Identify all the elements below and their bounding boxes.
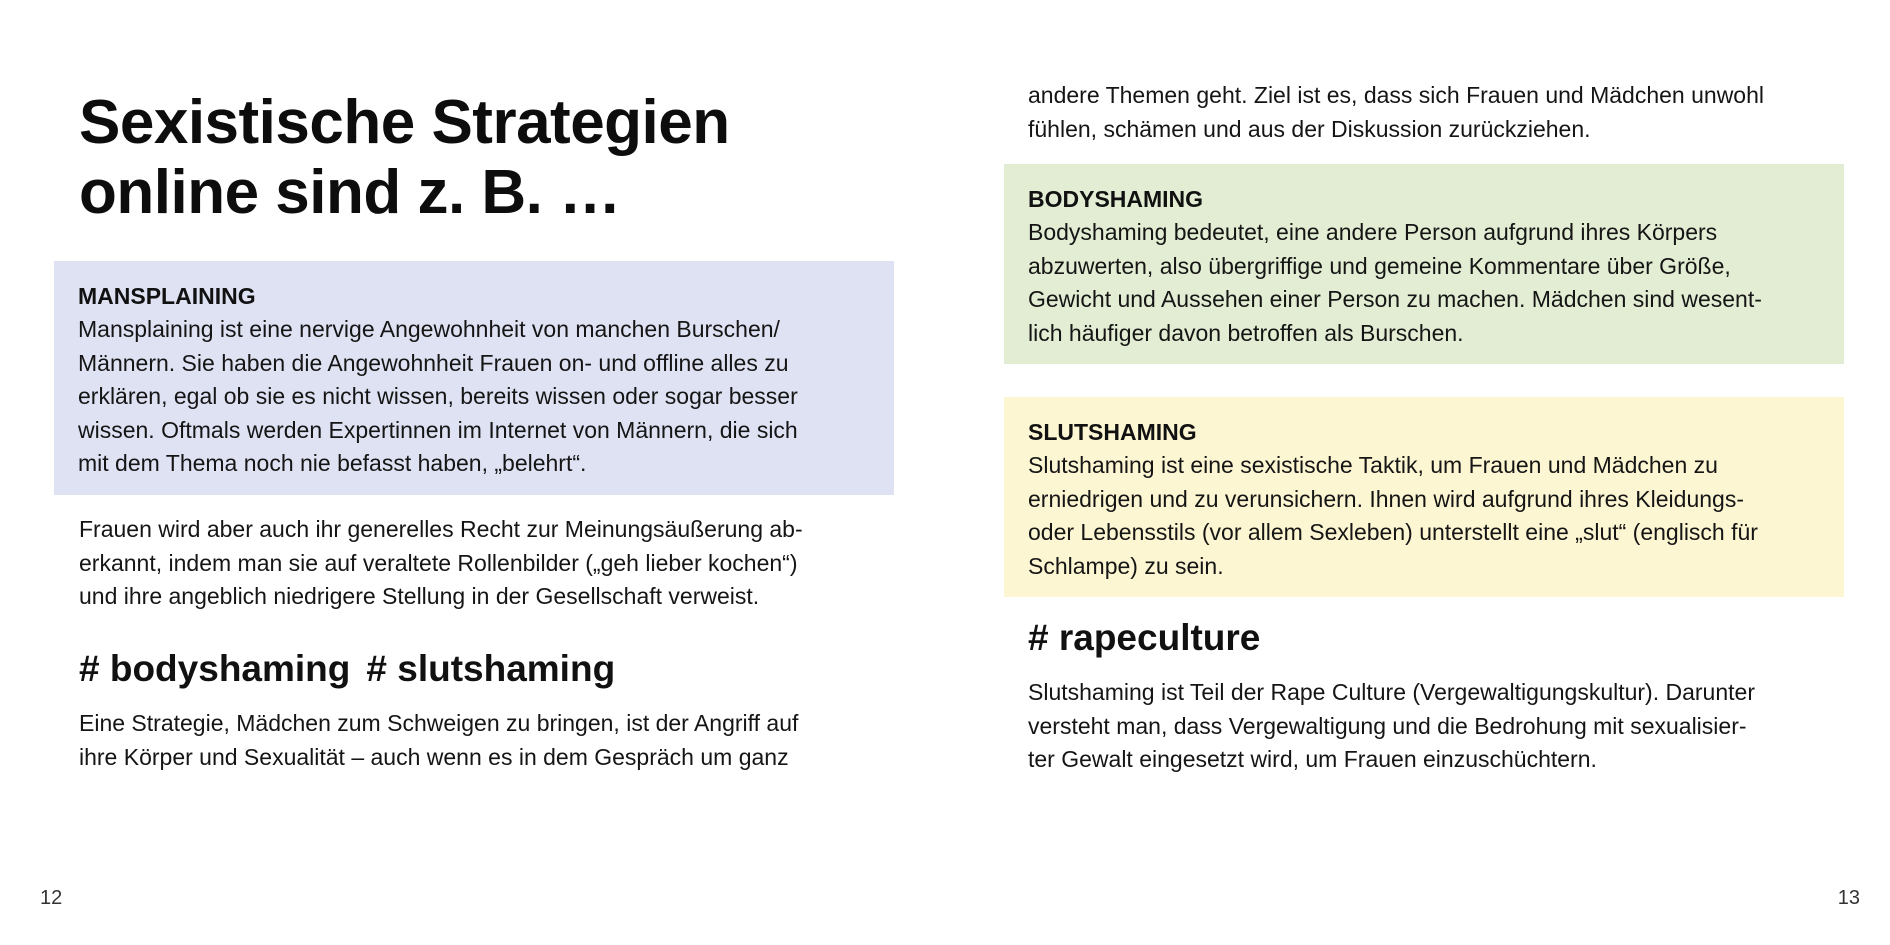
text-line: abzuwerten, also übergriffige und gemeine Kommentare über Größe, [1028, 252, 1731, 279]
hashtag-rapeculture: # rapeculture [1028, 617, 1261, 658]
text-line: Mansplaining ist eine nervige Angewohnheit von manchen Burschen/ [78, 316, 780, 342]
text-line: lich häufiger davon betroffen als Burschen. [1028, 319, 1464, 346]
hashtag-slutshaming: # slutshaming [366, 648, 616, 689]
mansplaining-box [54, 261, 894, 495]
text-line: oder Lebensstils (vor allem Sexleben) unterstellt eine „slut“ (englisch für [1028, 519, 1758, 545]
text-line: und ihre angeblich niedrigere Stellung in der Gesellschaft verweist. [79, 583, 760, 609]
slutshaming-text [1028, 449, 1820, 583]
text-line: ter Gewalt eingesetzt wird, um Frauen einzuschüchtern. [1028, 746, 1597, 772]
text-line: andere Themen geht. Ziel ist es, dass sich Frauen und Mädchen unwohl [1028, 82, 1764, 108]
text-line: Eine Strategie, Mädchen zum Schweigen zu bringen, ist der Angriff auf [79, 710, 799, 736]
paragraph-continuation [1028, 79, 1764, 146]
text-line: erniedrigen und zu verunsichern. Ihnen wird aufgrund ihres Kleidungs- [1028, 485, 1744, 512]
page-number-left: 12 [40, 887, 63, 909]
paragraph-strategy [79, 707, 798, 774]
paragraph-rape-culture [1028, 676, 1755, 777]
text-line: Gewicht und Aussehen einer Person zu machen. Mädchen sind wesent- [1028, 286, 1762, 312]
text-line: wissen. Oftmals werden Expertinnen im Internet von Männern, die sich [78, 416, 798, 443]
text-line: erkannt, indem man sie auf veraltete Rollenbilder („geh lieber kochen“) [79, 549, 798, 576]
text-line: Slutshaming ist Teil der Rape Culture (Vergewaltigungskultur). Darunter [1028, 679, 1755, 705]
text-line: ihre Körper und Sexualität – auch wenn es in dem Gespräch um ganz [79, 743, 789, 770]
text-line: Schlampe) zu sein. [1028, 552, 1224, 579]
text-line: Frauen wird aber auch ihr generelles Recht zur Meinungsäußerung ab- [79, 516, 803, 542]
bodyshaming-text [1028, 216, 1820, 350]
page-title [79, 88, 730, 228]
text-line: Slutshaming ist eine sexistische Taktik, um Frauen und Mädchen zu [1028, 452, 1718, 478]
text-line: erklären, egal ob sie es nicht wissen, bereits wissen oder sogar besser [78, 383, 798, 409]
text-line: Bodyshaming bedeutet, eine andere Person aufgrund ihres Körpers [1028, 219, 1718, 245]
mansplaining-heading: MANSPLAINING [78, 283, 256, 309]
slutshaming-box [1004, 397, 1844, 597]
title-line: online sind z. B. … [79, 158, 621, 227]
hashtag-heading-left [79, 647, 631, 691]
text-line: fühlen, schämen und aus der Diskussion zurückziehen. [1028, 115, 1591, 142]
mansplaining-text [78, 313, 870, 481]
page-number-right: 13 [1837, 887, 1860, 909]
bodyshaming-box [1004, 164, 1844, 364]
hashtag-bodyshaming: # bodyshaming [79, 648, 351, 689]
slutshaming-heading: SLUTSHAMING [1028, 419, 1197, 445]
bodyshaming-heading: BODYSHAMING [1028, 186, 1204, 212]
title-line: Sexistische Strategien [79, 88, 730, 157]
text-line: versteht man, dass Vergewaltigung und die Bedrohung mit sexualisier- [1028, 712, 1747, 739]
text-line: mit dem Thema noch nie befasst haben, „belehrt“. [78, 450, 587, 476]
paragraph-opinion-rights [79, 513, 803, 614]
text-line: Männern. Sie haben die Angewohnheit Frauen on- und offline alles zu [78, 349, 789, 376]
